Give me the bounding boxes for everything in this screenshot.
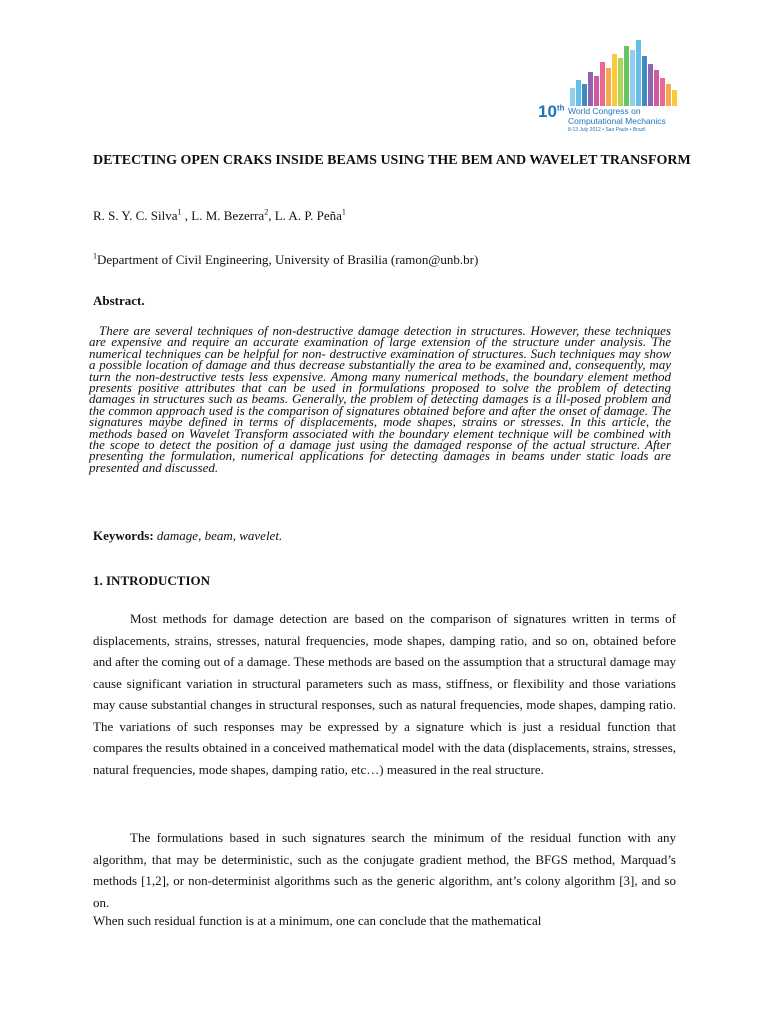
logo-edition: 10th xyxy=(538,102,565,121)
logo-skyline-bar xyxy=(642,56,647,106)
logo-skyline-graphic xyxy=(570,36,682,106)
logo-skyline-bar xyxy=(630,50,635,106)
logo-skyline-bar xyxy=(618,58,623,106)
section-heading: 1. INTRODUCTION xyxy=(93,573,211,588)
logo-skyline-bar xyxy=(588,72,593,106)
paper-title: DETECTING OPEN CRAKS INSIDE BEAMS USING THE BEM AND WAVELET TRANSFORM xyxy=(93,153,691,168)
author-list xyxy=(93,208,346,224)
logo-skyline-bar xyxy=(594,76,599,106)
logo-line2: Computational Mechanics xyxy=(568,116,666,126)
keywords-text: damage, beam, wavelet. xyxy=(156,528,283,543)
author-3-affil: 1 xyxy=(341,207,346,217)
abstract-body: There are several techniques of non-destructive damage detection in structures. However, these techniques are expensive and require an accurate examination of large extension of the structure under analysis. The numerical techniques can be helpful for non- destructive examination of structures. Such techniques may show a possible location of damage and thus decrease substantially the area to be examined and, consequently, may turn the non-destructive tests less expensive. Among many numerical methods, the boundary element method presents positive attributes that can be used in formulations proposed to solve the problem of detecting damages in structures such as beams. Generally, the problem of detecting damages is a ill-posed problem and the common approach used is the comparison of signatures obtained before and after the onset of damage. The signatures maybe defined in terms of displacements, mode shapes, strains or stresses. In this article, the methods based on Wavelet Transform associated with the boundary element technique will be combined with the scope to detect the position of a damage just using the damaged response of the actual structure. After presenting the formulation, numerical applications for detecting damages in beams under static loads are presented and discussed. xyxy=(89,323,671,475)
logo-skyline-bar xyxy=(624,46,629,106)
intro-paragraph-3: When such residual function is at a minimum, one can conclude that the mathematical xyxy=(93,913,542,928)
logo-skyline-bar xyxy=(576,80,581,106)
logo-skyline-bar xyxy=(672,90,677,106)
affiliation-text: Department of Civil Engineering, University of Brasilia (ramon@unb.br) xyxy=(97,252,479,267)
logo-line1: World Congress on xyxy=(568,106,641,116)
author-2: , L. M. Bezerra xyxy=(181,208,265,223)
keywords xyxy=(93,528,282,544)
author-1: R. S. Y. C. Silva xyxy=(93,208,178,223)
logo-skyline-bar xyxy=(654,70,659,106)
logo-skyline-bar xyxy=(612,54,617,106)
author-3: , L. A. P. Peña xyxy=(268,208,342,223)
logo-skyline-bar xyxy=(660,78,665,106)
author-1-affil: 1 xyxy=(177,207,182,217)
logo-skyline-bar xyxy=(570,88,575,106)
logo-skyline-bar xyxy=(606,68,611,106)
congress-logo xyxy=(538,36,688,136)
keywords-label: Keywords: xyxy=(93,528,154,543)
logo-skyline-bar xyxy=(582,84,587,106)
abstract-heading: Abstract. xyxy=(93,293,145,308)
logo-skyline-bar xyxy=(648,64,653,106)
logo-date: 8-13 July 2012 • Sao Paulo • Brazil xyxy=(568,127,646,133)
intro-paragraph-1: Most methods for damage detection are based on the comparison of signatures written in terms of displacements, strains, stresses, natural frequencies, mode shapes, damping ratio, and so on, obtained before and after the coming out of a damage. These methods are based on the assumption that a structural damage may cause significant variation in structural parameters such as mass, stiffness, or flexibility and those variations may cause substantial changes in structural responses, such as natural frequencies, mode shapes, damping ratio. The variations of such responses may be expressed by a signature which is just a residual function that compares the results obtained in a conceived mathematical model with the data (displacements, strains, stresses, natural frequencies, mode shapes, damping ratio, etc…) measured in the real structure. xyxy=(93,611,677,777)
intro-paragraph-2: The formulations based in such signatures search the minimum of the residual function with any algorithm, that may be deterministic, such as the conjugate gradient method, the BFGS method, Marquad’s methods [1,2], or non-determinist algorithms such as the generic algorithm, ant’s colony algorithm [3], and so on. xyxy=(93,830,676,910)
affiliation xyxy=(93,252,478,268)
logo-skyline-bar xyxy=(666,84,671,106)
affiliation-marker: 1 xyxy=(93,251,97,261)
logo-skyline-bar xyxy=(600,62,605,106)
logo-skyline-bar xyxy=(636,40,641,106)
author-2-affil: 2 xyxy=(264,207,269,217)
